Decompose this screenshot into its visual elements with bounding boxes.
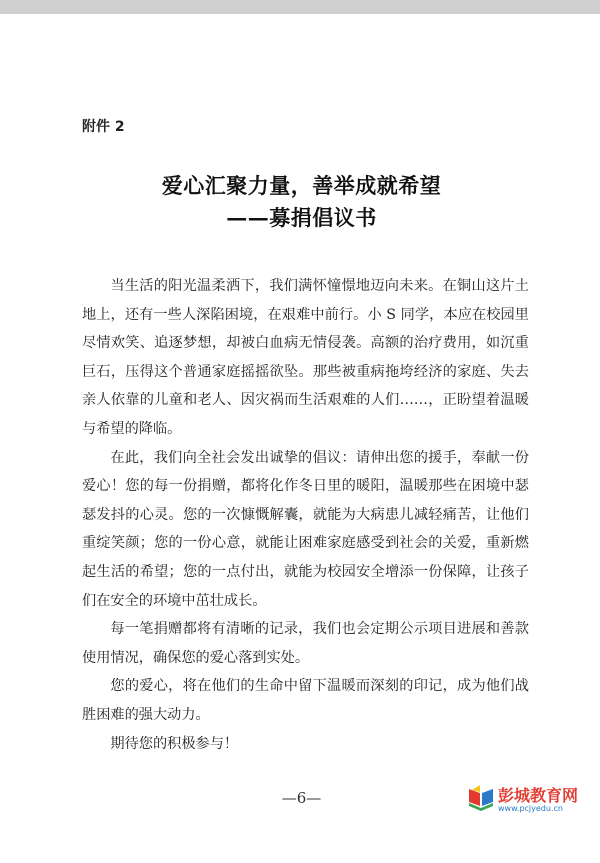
paragraph-1: 当生活的阳光温柔洒下，我们满怀憧憬地迈向未来。在铜山这片土地上，还有一些人深陷困境，在艰难中前行。小 S 同学，本应在校园里尽情欢笑、追逐梦想，却被白血病无情侵袭。高额的治疗费用，如沉重巨石，压得这个普通家庭摇摇欲坠。那些被重病拖垮经济的家庭、失去亲人依靠的儿童和老人、因灾祸而生活艰难的人们……，正盼望着温暖与希望的降临。 [82,278,529,437]
paragraph-4: 您的爱心，将在他们的生命中留下温暖而深刻的印记，成为他们战胜困难的强大动力。 [82,678,529,723]
paragraph-5: 期待您的积极参与！ [110,735,239,752]
attachment-label: 附件 2 [82,119,125,135]
paragraph-3: 每一笔捐赠都将有清晰的记录，我们也会定期公示项目进展和善款使用情况，确保您的爱心落到实处。 [82,621,529,666]
document-subtitle: ——募捐倡议书 [226,205,377,230]
paragraph-2: 在此，我们向全社会发出诚挚的倡议：请伸出您的援手，奉献一份爱心！您的每一份捐赠，都将化作冬日里的暖阳，温暖那些在困境中瑟瑟发抖的心灵。您的一次慷慨解囊，就能为大病患儿减轻痛苦，让他们重绽笑颜；您的一份心意，就能让困难家庭感受到社会的关爱，重新燃起生活的希望；您的一点付出，就能为校园安全增添一份保障，让孩子们在安全的环境中茁壮成长。 [82,449,529,609]
document-page [74,14,529,849]
document-body [82,272,529,758]
site-logo [466,781,592,817]
logo-text: 彭城教育网 [498,786,579,805]
document-title: 爱心汇聚力量，善举成就希望 [161,173,442,198]
logo-url: www.pcjyedu.cn [498,804,563,813]
page-number: —6— [281,789,322,807]
books-icon [466,781,496,811]
top-border-bar [0,0,600,14]
